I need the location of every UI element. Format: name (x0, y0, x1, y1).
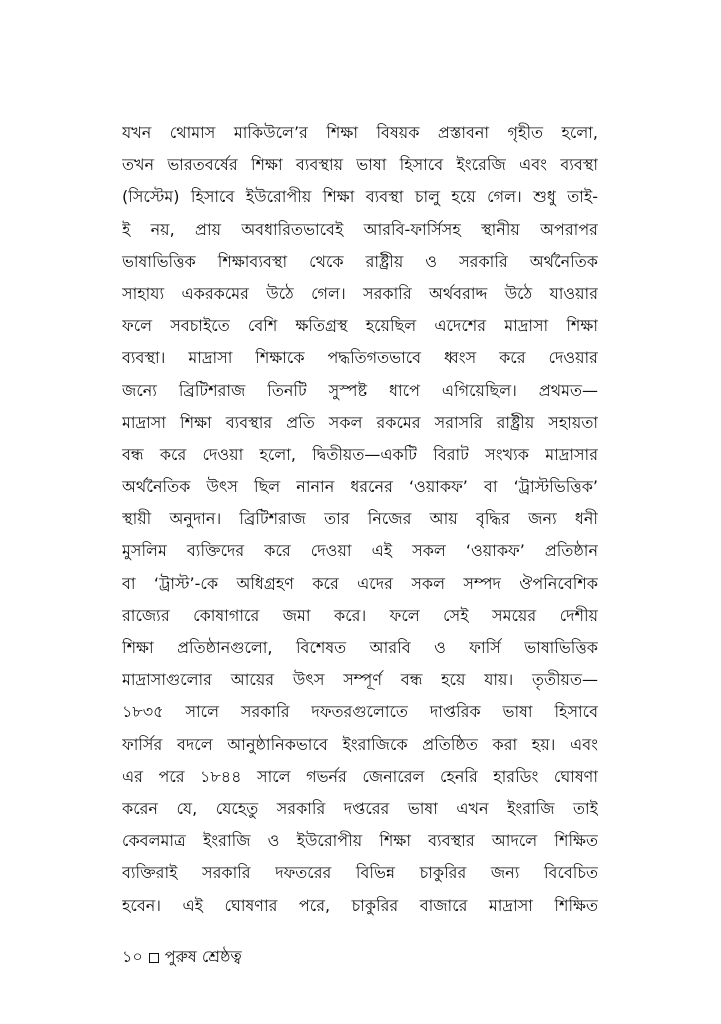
text-line: ভাষাভিত্তিক শিক্ষাব্যবস্থা থেকে রাষ্ট্রীয় ও সরকারি অর্থনৈতিক (122, 251, 598, 271)
text-line: করেন যে, যেহেতু সরকারি দপ্তরের ভাষা এখন ইংরাজি তাই (122, 798, 598, 818)
text-line: ই নয়, প্রায় অবধারিতভাবেই আরবি-ফার্সিসহ স্থানীয় অপরাপর (122, 219, 598, 239)
page-footer (122, 945, 242, 969)
text-line: স্থায়ী অনুদান। ব্রিটিশরাজ তার নিজের আয় বৃদ্ধির জন্য ধনী (122, 509, 598, 529)
text-line: শিক্ষা প্রতিষ্ঠানগুলো, বিশেষত আরবি ও ফার্সি ভাষাভিত্তিক (122, 638, 598, 657)
text-line: ফার্সির বদলে আনুষ্ঠানিকভাবে ইংরাজিকে প্রতিষ্ঠিত করা হয়। এবং (122, 734, 598, 754)
text-line: বন্ধ করে দেওয়া হলো, দ্বিতীয়ত—একটি বিরাট সংখ্যক মাদ্রাসার (122, 444, 598, 464)
text-line: রাজ্যের কোষাগারে জমা করে। ফলে সেই সময়ের দেশীয় (122, 605, 598, 625)
text-line: ব্যক্তিরাই সরকারি দফতরের বিভিন্ন চাকুরির জন্য বিবেচিত (122, 863, 598, 883)
text-line: ব্যবস্থা। মাদ্রাসা শিক্ষাকে পদ্ধতিগতভাবে ধ্বংস করে দেওয়ার (122, 348, 598, 368)
text-line: মাদ্রাসাগুলোর আয়ের উৎস সম্পূর্ণ বন্ধ হয়ে যায়। তৃতীয়ত— (122, 670, 598, 690)
book-title: পুরুষ শ্রেষ্ঠত্ব (164, 947, 242, 966)
text-line: জন্যে ব্রিটিশরাজ তিনটি সুস্পষ্ট ধাপে এগিয়েছিল। প্রথমত— (122, 380, 598, 400)
text-line: (সিস্টেম) হিসাবে ইউরোপীয় শিক্ষা ব্যবস্থা চালু হয়ে গেল। শুধু তাই- (122, 187, 598, 207)
text-line: হবেন। এই ঘোষণার পরে, চাকুরির বাজারে মাদ্রাসা শিক্ষিত (122, 895, 598, 915)
square-box-icon (149, 953, 159, 963)
text-line: কেবলমাত্র ইংরাজি ও ইউরোপীয় শিক্ষা ব্যবস্থার আদলে শিক্ষিত (122, 831, 598, 851)
text-line: ফলে সবচাইতে বেশি ক্ষতিগ্রস্থ হয়েছিল এদেশের মাদ্রাসা শিক্ষা (122, 316, 598, 336)
text-line: অর্থনৈতিক উৎস ছিল নানান ধরনের ‘ওয়াকফ’ বা ‘ট্রাস্টভিত্তিক’ (122, 477, 598, 497)
text-line: মুসলিম ব্যক্তিদের করে দেওয়া এই সকল ‘ওয়াকফ’ প্রতিষ্ঠান (122, 541, 598, 561)
body-text (122, 117, 598, 922)
text-line: ১৮৩৫ সালে সরকারি দফতরগুলোতে দাপ্তরিক ভাষা হিসাবে (122, 702, 598, 722)
text-line: তখন ভারতবর্ষের শিক্ষা ব্যবস্থায় ভাষা হিসাবে ইংরেজি এবং ব্যবস্থা (122, 155, 598, 175)
text-line: সাহায্য একরকমের উঠে গেল। সরকারি অর্থবরাদ্দ উঠে যাওয়ার (122, 283, 598, 303)
page-number: ১০ (122, 947, 143, 966)
text-line: যখন থোমাস মাকিউলে’র শিক্ষা বিষয়ক প্রস্তাবনা গৃহীত হলো, (122, 123, 598, 142)
text-line: এর পরে ১৮৪৪ সালে গভর্নর জেনারেল হেনরি হারডিং ঘোষণা (122, 766, 598, 786)
text-line: মাদ্রাসা শিক্ষা ব্যবস্থার প্রতি সকল রকমের সরাসরি রাষ্ট্রীয় সহায়তা (122, 412, 598, 432)
text-line: বা ‘ট্রাস্ট’-কে অধিগ্রহণ করে এদের সকল সম্পদ ঔপনিবেশিক (122, 573, 598, 593)
